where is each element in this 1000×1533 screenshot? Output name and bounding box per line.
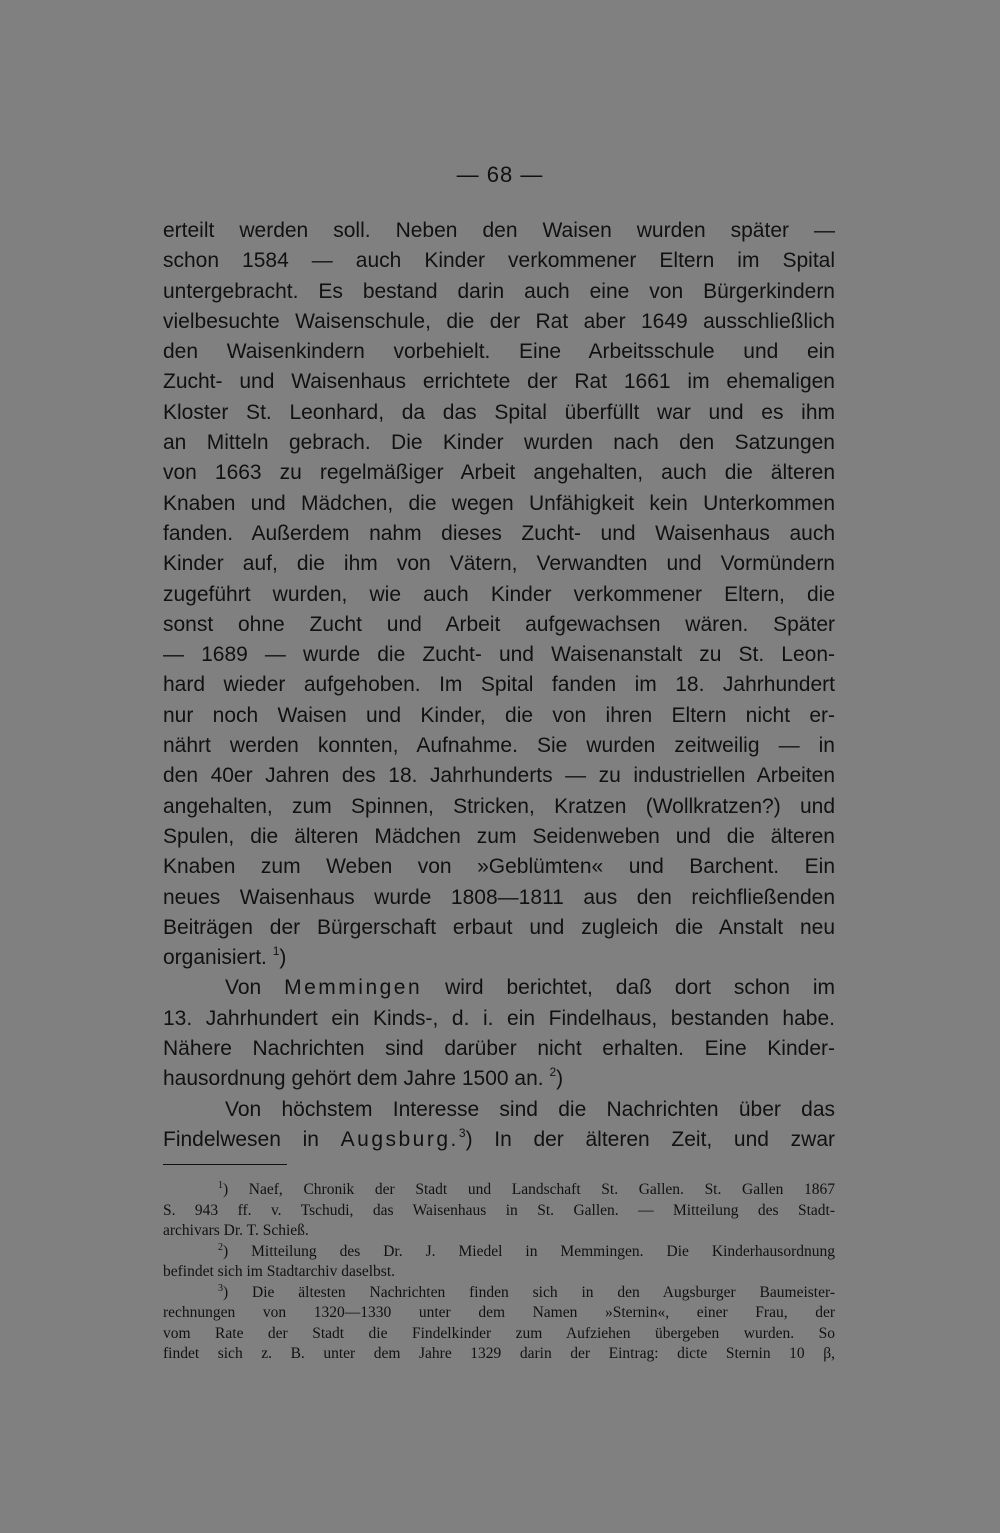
body-line: neues Waisenhaus wurde 1808—1811 aus den reichfließenden (163, 885, 835, 909)
body-line: Kloster St. Leonhard, da das Spital überfüllt war und es ihm (163, 400, 835, 424)
footnote-separator (163, 1164, 287, 1165)
footnote-marker-1: 1 (218, 1180, 223, 1191)
place-name-augsburg: Augsburg. (340, 1127, 459, 1151)
body-line: Spulen, die älteren Mädchen zum Seidenweben und die älteren (163, 824, 835, 848)
footnote-3-line: findet sich z. B. unter dem Jahre 1329 darin der Eintrag: dicte Sternin 10 β, (163, 1345, 835, 1362)
footnote-3-line (163, 1283, 835, 1304)
body-line: an Mitteln gebrach. Die Kinder wurden nach den Satzungen (163, 431, 835, 455)
footnote-text: ) Die ältesten Nachrichten finden sich in den Augsburger Baumeister- (223, 1283, 835, 1301)
footnote-ref-paren: ) (279, 946, 287, 970)
body-line: fanden. Außerdem nahm dieses Zucht- und Waisenhaus auch (163, 521, 835, 545)
body-line: hard wieder aufgehoben. Im Spital fanden im 18. Jahrhundert (163, 673, 835, 697)
body-line: — 1689 — wurde die Zucht- und Waisenanstalt zu St. Leon- (163, 643, 835, 667)
paragraph-first-line: Von höchstem Interesse sind die Nachrichten über das (225, 1097, 835, 1121)
footnotes (163, 1180, 835, 1365)
body-text-segment: hausordnung gehört dem Jahre 1500 an. (163, 1067, 544, 1091)
body-line: nährt werden konnten, Aufnahme. Sie wurden zeitweilig — in (163, 734, 835, 758)
footnote-ref-3: 3 (458, 1125, 466, 1140)
body-text-segment: wird berichtet, daß dort schon im (445, 976, 836, 1000)
body-line: erteilt werden soll. Neben den Waisen wurden später — (163, 219, 835, 242)
body-line (163, 943, 835, 973)
body-line: Knaben und Mädchen, die wegen Unfähigkeit kein Unterkommen (163, 491, 835, 515)
footnote-ref-2: 2 (549, 1065, 557, 1080)
page-number: — 68 — (456, 162, 544, 187)
footnote-2-line: befindet sich im Stadtarchiv daselbst. (163, 1263, 396, 1280)
body-line: den Waisenkindern vorbehielt. Eine Arbeitsschule und ein (163, 340, 835, 364)
footnote-3-line: rechnungen von 1320—1330 unter dem Namen »Sternin«, einer Frau, der (163, 1304, 835, 1321)
body-text (163, 216, 835, 1155)
place-name-memmingen: Memmingen (284, 976, 423, 1000)
footnote-ref-paren: ) (556, 1067, 564, 1091)
body-line: 13. Jahrhundert ein Kinds-, d. i. ein Findelhaus, bestanden habe. (163, 1006, 835, 1030)
body-line: sonst ohne Zucht und Arbeit aufgewachsen wären. Später (163, 612, 835, 636)
body-line: Nähere Nachrichten sind darüber nicht erhalten. Eine Kinder- (163, 1037, 835, 1061)
body-text-segment: Von (225, 976, 262, 1000)
footnote-marker-2: 2 (218, 1241, 223, 1253)
footnote-3-line: vom Rate der Stadt die Findelkinder zum Aufziehen übergeben wurden. So (163, 1324, 835, 1342)
footnote-1-line: archivars Dr. T. Schieß. (163, 1222, 309, 1239)
body-line (163, 1064, 835, 1094)
body-text-segment: organisiert. (163, 946, 267, 970)
footnote-1-line: S. 943 ff. v. Tschudi, das Waisenhaus in St. Gallen. — Mitteilung des Stadt- (163, 1201, 835, 1219)
body-line: Zucht- und Waisenhaus errichtete der Rat 1661 im ehemaligen (163, 370, 835, 394)
body-line: den 40er Jahren des 18. Jahrhunderts — zu industriellen Arbeiten (163, 764, 835, 788)
body-line: Beiträgen der Bürgerschaft erbaut und zugleich die Anstalt neu (163, 915, 835, 939)
body-line: nur noch Waisen und Kinder, die von ihren Eltern nicht er- (163, 703, 835, 727)
footnote-marker-3: 3 (218, 1282, 223, 1294)
body-line: untergebracht. Es bestand darin auch eine von Bürgerkindern (163, 279, 835, 303)
footnote-2-line (163, 1242, 835, 1263)
body-line: zugeführt wurden, wie auch Kinder verkommener Eltern, die (163, 582, 835, 606)
body-text-segment: Findelwesen in (163, 1127, 319, 1151)
body-line: schon 1584 — auch Kinder verkommener Eltern im Spital (163, 249, 835, 273)
body-line: angehalten, zum Spinnen, Stricken, Kratzen (Wollkratzen?) und (163, 794, 835, 818)
footnote-ref-1: 1 (272, 944, 280, 959)
body-line: von 1663 zu regelmäßiger Arbeit angehalten, auch die älteren (163, 461, 835, 485)
footnote-text: ) Mitteilung des Dr. J. Miedel in Memmingen. Die Kinderhausordnung (223, 1242, 835, 1260)
body-line: vielbesuchte Waisenschule, die der Rat aber 1649 ausschließlich (163, 309, 835, 333)
body-text-segment: ) In der älteren Zeit, und zwar (465, 1127, 835, 1151)
footnote-text: ) Naef, Chronik der Stadt und Landschaft St. Gallen. St. Gallen 1867 (223, 1181, 835, 1198)
footnote-1-line (163, 1180, 835, 1201)
body-line (163, 1125, 835, 1155)
body-line: Kinder auf, die ihm von Vätern, Verwandten und Vormündern (163, 552, 835, 576)
paragraph-first-line (163, 973, 835, 1003)
body-line: Knaben zum Weben von »Geblümten« und Barchent. Ein (163, 855, 835, 879)
